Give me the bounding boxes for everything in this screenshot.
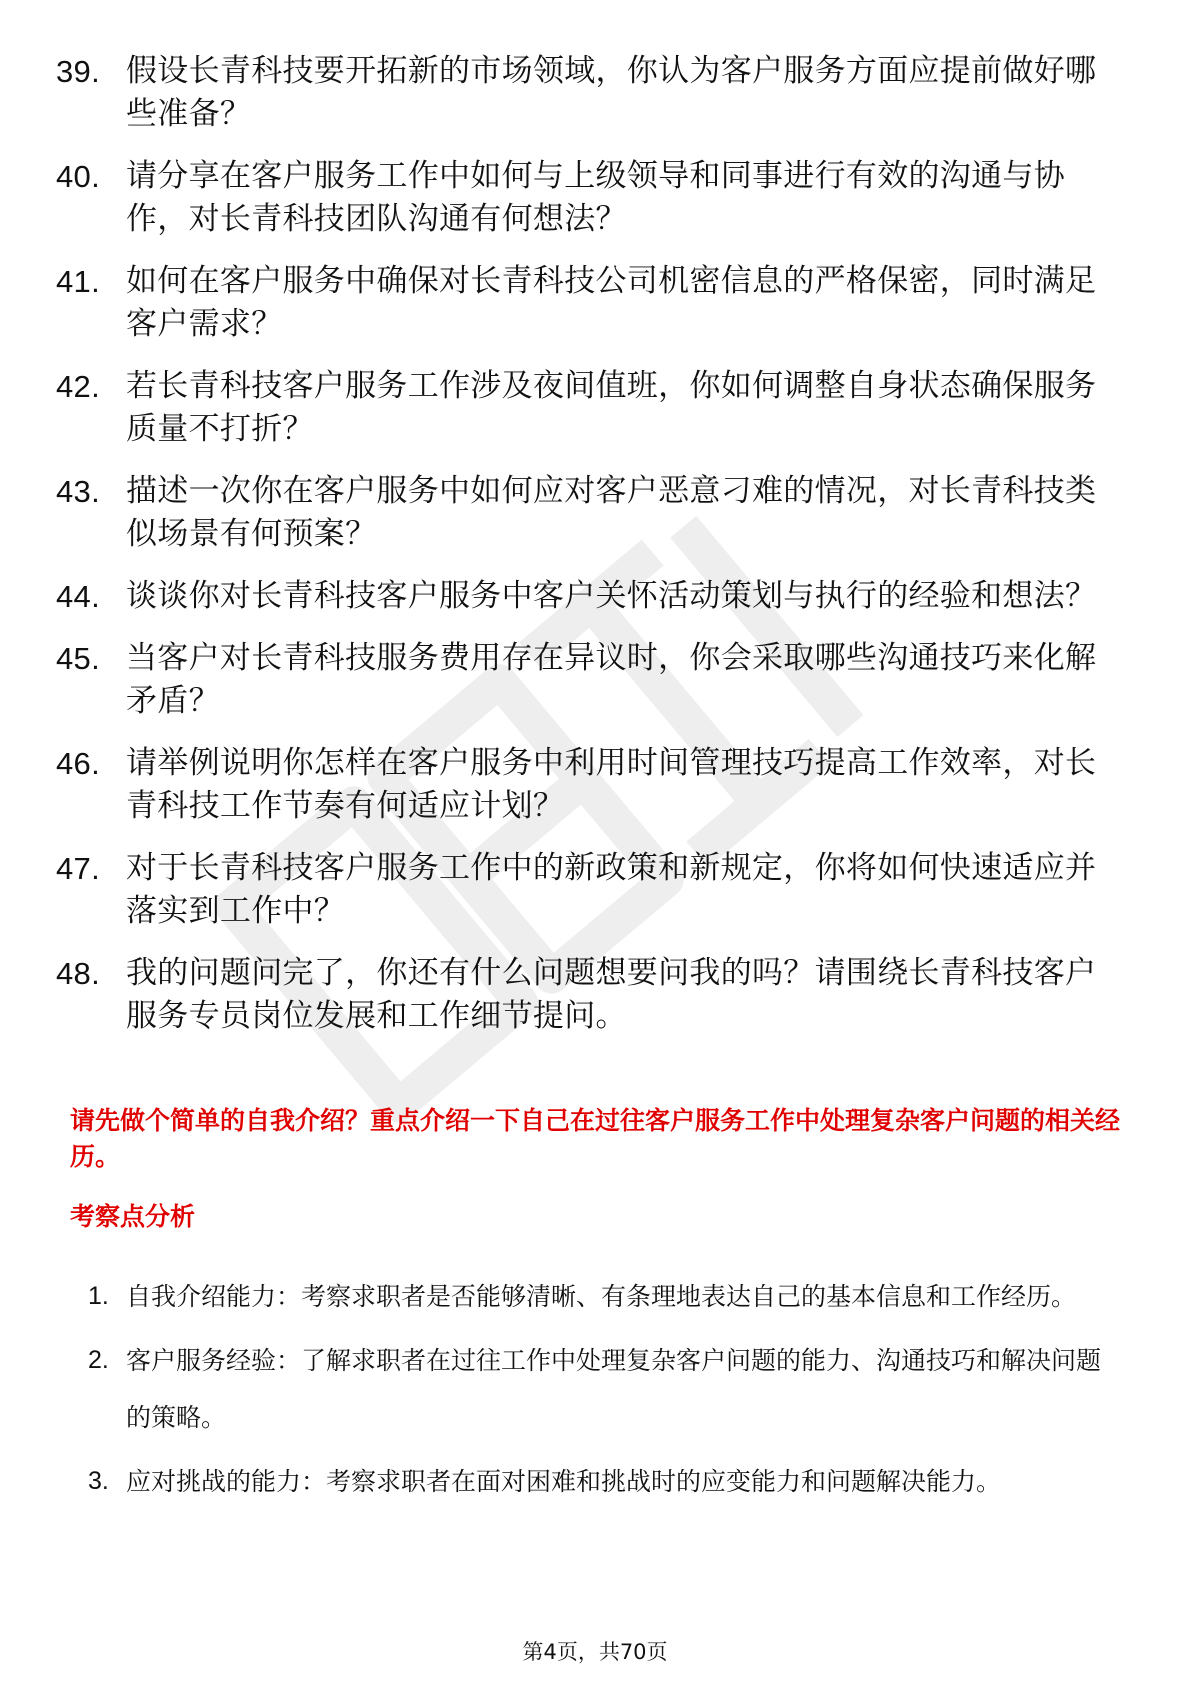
question-number: 45. — [56, 641, 100, 676]
question-text: 描述一次你在客户服务中如何应对客户恶意刁难的情况，对长青科技类似场景有何预案？ — [126, 473, 1097, 552]
analysis-item — [70, 1453, 1115, 1510]
analysis-title: 考察点分析 — [70, 1202, 196, 1231]
question-number: 39. — [56, 54, 100, 89]
analysis-text: 客户服务经验：了解求职者在过往工作中处理复杂客户问题的能力、沟通技巧和解决问题的策略。 — [126, 1346, 1102, 1432]
analysis-number: 3. — [88, 1467, 109, 1495]
question-item — [56, 637, 1116, 723]
analysis-text: 应对挑战的能力：考察求职者在面对困难和挑战时的应变能力和问题解决能力。 — [126, 1467, 1002, 1496]
analysis-number: 2. — [88, 1346, 109, 1374]
question-item — [56, 50, 1116, 136]
question-list — [56, 50, 1116, 1057]
analysis-item — [70, 1268, 1115, 1325]
analysis-number: 1. — [88, 1282, 109, 1310]
analysis-text: 自我介绍能力：考察求职者是否能够清晰、有条理地表达自己的基本信息和工作经历。 — [126, 1282, 1077, 1311]
question-text: 我的问题问完了，你还有什么问题想要问我的吗？请围绕长青科技客户服务专员岗位发展和工作细节提问。 — [126, 955, 1097, 1034]
question-item — [56, 575, 1116, 618]
question-number: 41. — [56, 264, 100, 299]
question-text: 若长青科技客户服务工作涉及夜间值班，你如何调整自身状态确保服务质量不打折？ — [126, 368, 1097, 447]
question-number: 47. — [56, 851, 100, 886]
question-item — [56, 470, 1116, 556]
question-text: 对于长青科技客户服务工作中的新政策和新规定，你将如何快速适应并落实到工作中？ — [126, 850, 1097, 929]
question-text: 请分享在客户服务工作中如何与上级领导和同事进行有效的沟通与协作，对长青科技团队沟通有何想法？ — [126, 158, 1065, 237]
question-number: 43. — [56, 474, 100, 509]
question-number: 48. — [56, 956, 100, 991]
question-text: 请举例说明你怎样在客户服务中利用时间管理技巧提高工作效率，对长青科技工作节奏有何适应计划？ — [126, 745, 1097, 824]
question-item — [56, 365, 1116, 451]
page-footer: 第4页，共70页 — [522, 1640, 668, 1664]
highlight-question: 请先做个简单的自我介绍？重点介绍一下自己在过往客户服务工作中处理复杂客户问题的相关经历。 — [70, 1106, 1121, 1171]
question-number: 44. — [56, 579, 100, 614]
question-item — [56, 847, 1116, 933]
question-text: 当客户对长青科技服务费用存在异议时，你会采取哪些沟通技巧来化解矛盾？ — [126, 640, 1097, 719]
question-item — [56, 742, 1116, 828]
question-item — [56, 155, 1116, 241]
question-item — [56, 260, 1116, 346]
question-number: 46. — [56, 746, 100, 781]
question-number: 40. — [56, 159, 100, 194]
question-text: 如何在客户服务中确保对长青科技公司机密信息的严格保密，同时满足客户需求？ — [126, 263, 1097, 342]
question-item — [56, 952, 1116, 1038]
analysis-item — [70, 1332, 1115, 1446]
question-text: 假设长青科技要开拓新的市场领域，你认为客户服务方面应提前做好哪些准备？ — [126, 53, 1097, 132]
question-text: 谈谈你对长青科技客户服务中客户关怀活动策划与执行的经验和想法？ — [126, 578, 1097, 614]
question-number: 42. — [56, 369, 100, 404]
analysis-list — [70, 1268, 1115, 1517]
